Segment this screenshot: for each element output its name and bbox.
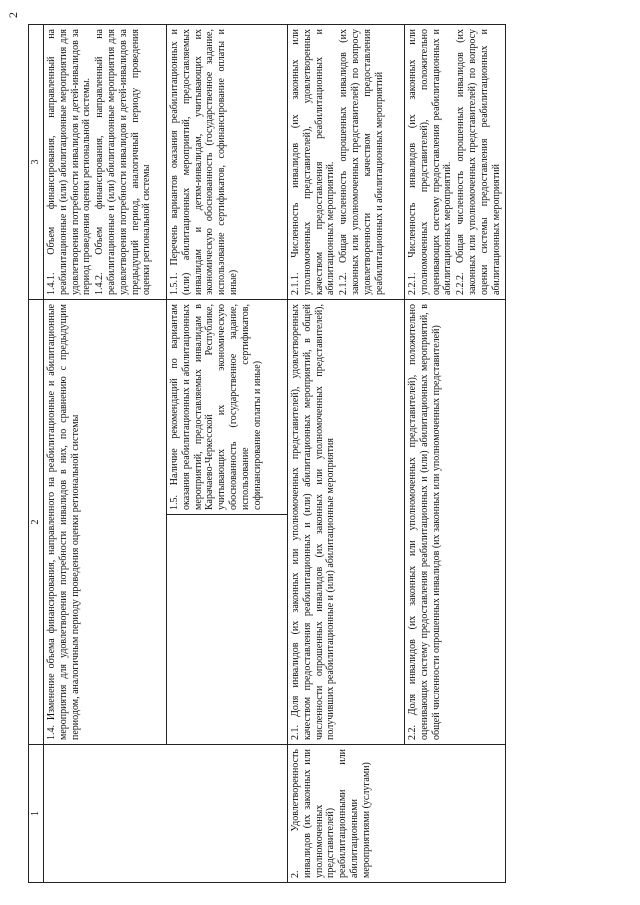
indicator-1-5-1: 1.5.1. Перечень вариантов оказания реабилитационных и (или) абилитационных мероприятий, предоставляемых инвалидам и детям-инвалидам, учитывающих их экономическую обоснованность (государственное задание, использование сертификатов, софинансирование оплаты и иные) — [169, 29, 239, 295]
row-4-col-3 — [405, 25, 506, 300]
row-2-col-2: 1.5. Наличие рекомендаций по вариантам оказания реабилитационных и абилитационных мероприятий, предоставляемых инвалидам в Карачаево-Черкесской Республике, учитывающих их экономическую обоснованность (государственное задание, использование сертификатов, софинансирование оплаты и иные) — [167, 300, 288, 515]
row-2-col-2-spacer — [167, 515, 288, 745]
row-1-col-3 — [44, 25, 167, 300]
row-2-col-1 — [167, 745, 288, 883]
row-4-col-2: 2.2. Доля инвалидов (их законных или уполномоченных представителей), положительно оценивающих систему предоставления реабилитационных и (или) абилитационных мероприятий, в общей численности опрошенных инвалидов (их законных или уполномоченных представителей) — [405, 300, 506, 745]
row-1-col-2: 1.4. Изменение объема финансирования, направленного на реабилитационные и абилитационные мероприятия для удовлетворения потребности инвалидов в них, по сравнению с предыдущим периодом, аналогичным периоду проведения оценки региональной системы — [44, 300, 167, 745]
row-3-col-2: 2.1. Доля инвалидов (их законных или уполномоченных представителей), удовлетворенных качеством предоставления реабилитационных и (или) абилитационных мероприятий, в общей численности опрошенных инвалидов (их законных или уполномоченных представителей), получивших реабилитационные и (или) абилитационные мероприятия — [288, 300, 405, 745]
table-row — [44, 25, 167, 883]
row-2-col-3 — [167, 25, 288, 300]
indicators-table — [28, 24, 506, 883]
header-row — [29, 25, 44, 883]
indicator-2-1-2: 2.1.2. Общая численность опрошенных инвалидов (их законных или уполномоченных представителей) по вопросу удовлетворенности качеством предоставления реабилитационных и абилитационных мероприятий — [338, 29, 385, 295]
indicator-2-2-1: 2.2.1. Численность инвалидов (их законных или уполномоченных представителей), положительно оценивающих систему предоставления реабилитационных и абилитационных мероприятий. — [407, 29, 454, 295]
header-col-2: 2 — [29, 300, 44, 745]
indicator-2-1-1: 2.1.1. Численность инвалидов (их законных или уполномоченных представителей), удовлетворенных качеством предоставления реабилитационных и абилитационных мероприятий. — [290, 29, 337, 295]
indicator-2-2-2: 2.2.2. Общая численность опрошенных инвалидов (их законных или уполномоченных представителей) по вопросу оценки системы предоставления реабилитационных и абилитационных мероприятий — [455, 29, 502, 295]
table-row — [288, 25, 405, 883]
row-3-col-1: 2. Удовлетворенность инвалидов (их законных или уполномоченных представителей) реабилитационными или абилитационными мероприятиями (услугами) — [288, 745, 506, 883]
page-number: 2 — [6, 12, 20, 18]
row-1-col-1 — [44, 745, 167, 883]
indicator-1-4-2: 1.4.2. Объем финансирования, направленный на реабилитационные и (или) абилитационные мероприятия для удовлетворения потребности инвалидов и детей-инвалидов за предыдущий период, аналогичный периоду проведения оценки региональной системы — [94, 29, 153, 295]
header-col-3: 3 — [29, 25, 44, 300]
row-3-col-3 — [288, 25, 405, 300]
table-row — [167, 25, 288, 883]
header-col-1: 1 — [29, 745, 44, 883]
indicator-1-4-1: 1.4.1. Объем финансирования, направленный на реабилитационные и (или) абилитационные мероприятия для удовлетворения потребности инвалидов и детей-инвалидов за период проведения оценки региональной системы. — [46, 29, 93, 295]
